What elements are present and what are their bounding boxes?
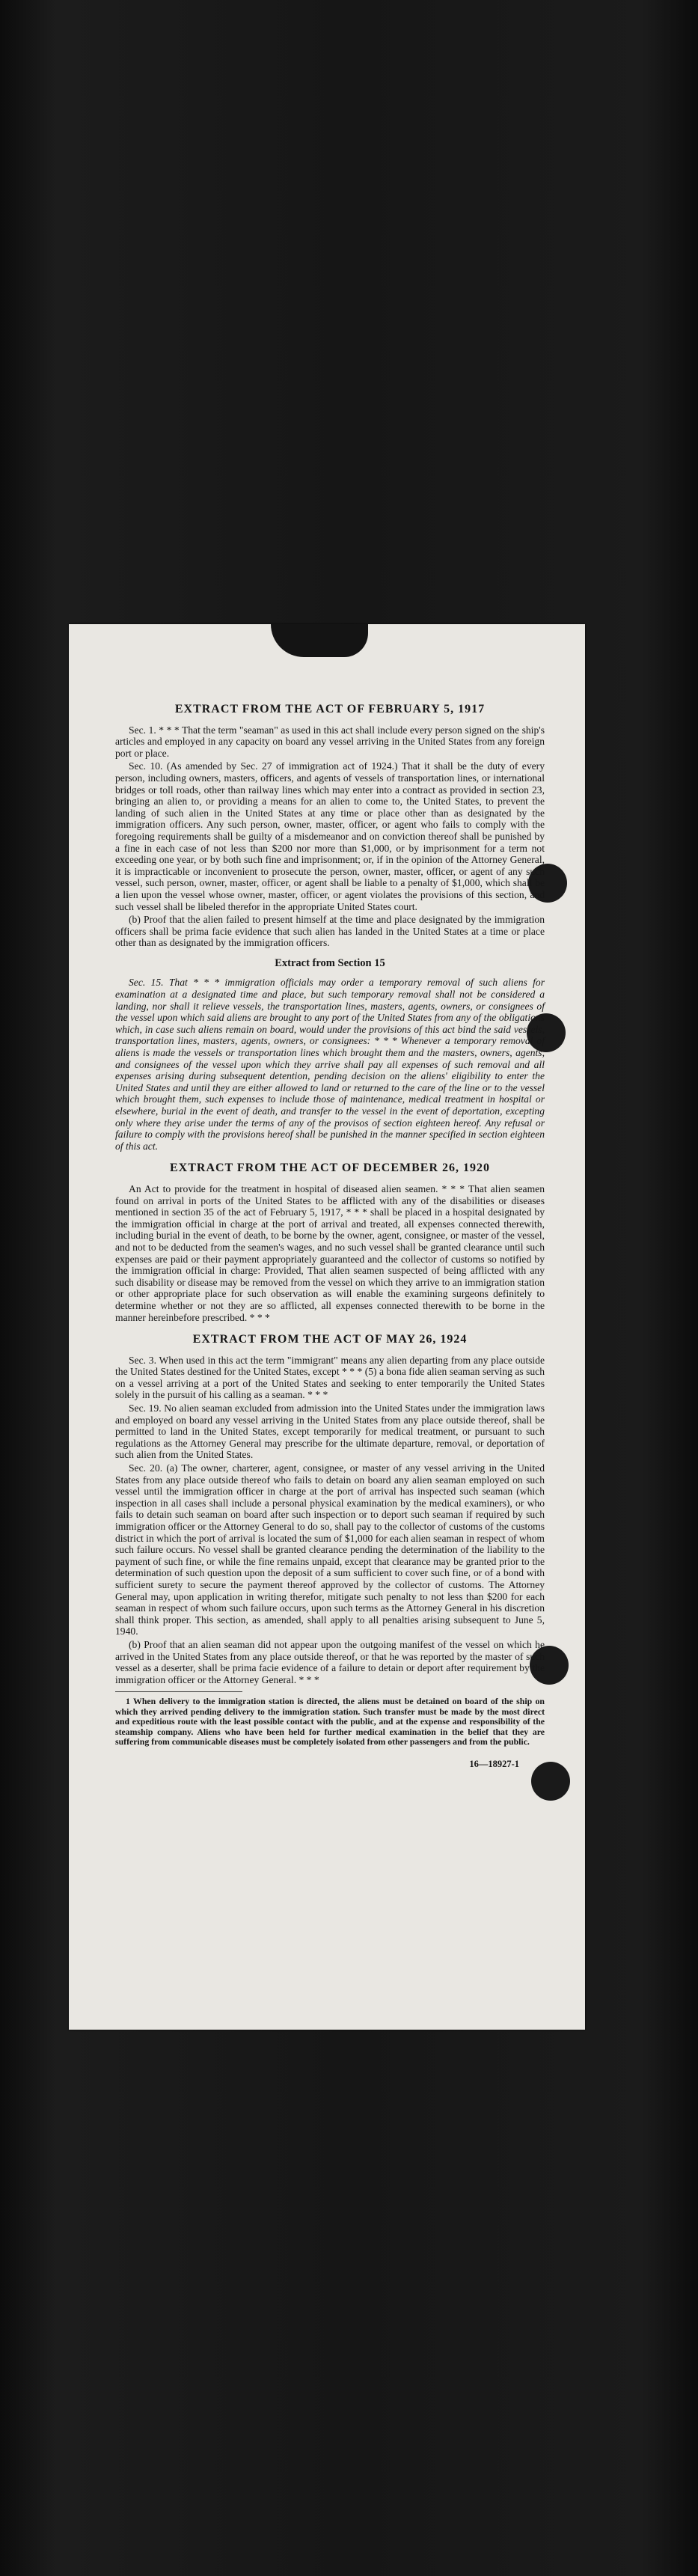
heading-act-1917: EXTRACT FROM THE ACT OF FEBRUARY 5, 1917 — [174, 703, 486, 715]
document-page — [69, 624, 585, 2030]
section-3-paragraph: Sec. 3. When used in this act the term "immigrant" means any alien departing from any place outside the United States destined for the United States, except * * * (5) a bona fide alien seaman serving as such on a vessel arriving at a port of the United States and seeking to enter temporarily the United States solely in the pursuit of his calling as a seaman. * * * — [115, 1354, 545, 1401]
ink-blot — [271, 624, 368, 657]
heading-act-1920: EXTRACT FROM THE ACT OF DECEMBER 26, 1920 — [169, 1162, 490, 1175]
section-1-paragraph: Sec. 1. * * * That the term "seaman" as used in this act shall include every person signed on the ship's articles and employed in any capacity on board any vessel arriving in the United States from any foreign port or place. — [115, 724, 545, 759]
section-10b-paragraph: (b) Proof that the alien failed to present himself at the time and place designated by the immigration officers shall be prima facie evidence that such alien has landed in the United States at a time or place other than as designated by the immigration officers. — [115, 914, 545, 949]
act-1920-paragraph: An Act to provide for the treatment in hospital of diseased alien seamen. * * * That alien seamen found on arrival in ports of the United States to be afflicted with any of the disabilities or diseases mentioned in section 35 of the act of February 5, 1917, * * * shall be placed in a hospital designated by the immigration official in charge at the port of arrival and treated, all expenses connected therewith, including burial in the event of death, to be borne by the owner, agent, consignee, or master of the vessel, and not to be deducted from the seamen's wages, and no such vessel shall be granted clearance until such expenses are paid or their payment appropriately guaranteed and the collector of customs so notified by the immigration official in charge: Provided, That alien seamen suspected of being afflicted with any such disability or disease may be removed from the vessel on which they arrive to an immigration station or other appropriate place for such observation as will enable the examining surgeons definitely to determine whether or not they are so afflicted, all expenses connected therewith to be borne in the manner hereinbefore prescribed. * * * — [115, 1182, 545, 1323]
section-20b-paragraph: (b) Proof that an alien seaman did not appear upon the outgoing manifest of the vessel on which he arrived in the United States from any place outside thereof, or that he was reported by the master of such vessel as a deserter, shall be prima facie evidence of a failure to detain or deport after requirement by the immigration officer or the Attorney General. * * * — [115, 1638, 545, 1685]
footnote: 1 When delivery to the immigration station is directed, the aliens must be detained on board of the ship on which they arrived pending delivery to the immigration station. Such transfer must be made by the most direct and expeditious route with the least possible contact with the public, and at the expense and responsibility of the steamship company. Aliens who have been held for further medical examination in the belief that they are suffering from communicable diseases must be completely isolated from other passengers and from the public. — [115, 1696, 545, 1747]
section-20-paragraph: Sec. 20. (a) The owner, charterer, agent, consignee, or master of any vessel arriving in the United States from any place outside thereof who fails to detain on board any alien seaman employed on such vessel until the immigration officer in charge at the port of arrival has inspected such seaman (which inspection in all cases shall include a personal physical examination by the medical examiners), or who fails to detain such seaman on board after such inspection or to deport such seaman if required by such immigration officer or the Attorney General to do so, shall pay to the collector of customs of the customs district in which the port of arrival is located the sum of $1,000 for each alien seaman in respect of whom such failure occurs. No vessel shall be granted clearance pending the determination of the liability to the payment of such fine, or while the fine remains unpaid, except that clearance may be granted prior to the determination of such question upon the deposit of a sum sufficient to cover such fine, or of a bond with sufficient surety to secure the payment thereof approved by the collector of customs. The Attorney General may, upon application in writing therefor, mitigate such penalty to not less than $200 for each seaman in respect of whom such failure occurs, upon such terms as the Attorney General in his discretion shall think proper. This section, as amended, shall apply to all penalties arising subsequent to June 5, 1940. — [115, 1462, 545, 1638]
subheading-section-15: Extract from Section 15 — [275, 956, 385, 969]
footnote-divider — [115, 1691, 242, 1692]
heading-act-1924: EXTRACT FROM THE ACT OF MAY 26, 1924 — [192, 1333, 468, 1346]
document-body — [115, 693, 545, 1771]
form-number: 16—18927-1 — [469, 1759, 519, 1770]
section-10-paragraph: Sec. 10. (As amended by Sec. 27 of immigration act of 1924.) That it shall be the duty of every person, including owners, masters, officers, and agents of vessels of transportation lines, or international bridges or toll roads, other than railway lines which may enter into a contract as provided in section 23, bringing an alien to, or providing a means for an alien to come to, the United States, to prevent the landing of such alien in the United States at any time or place other than as designated by the immigration officers. Any such person, owner, master, officer, or agent who fails to comply with the foregoing requirements shall be guilty of a misdemeanor and on conviction thereof shall be punished by a fine in each case of not less than $200 nor more than $1,000, or by imprisonment for a term not exceeding one year, or by both such fine and imprisonment; or, if in the opinion of the Attorney General, it is impracticable or inconvenient to prosecute the person, owner, master, officer, or agent of any such vessel, such person, owner, master, officer, or agent shall be liable to a penalty of $1,000, which shall be a lien upon the vessel whose owner, master, officer, or agent violates the provisions of this section, and such vessel shall be libeled therefor in the appropriate United States court. — [115, 760, 545, 912]
section-19-paragraph: Sec. 19. No alien seaman excluded from admission into the United States under the immigration laws and employed on board any vessel arriving in the United States from any place outside thereof, shall be permitted to land in the United States, except temporarily for medical treatment, or pursuant to such regulations as the Attorney General may prescribe for the ultimate departure, removal, or deportation of such alien from the United States. — [115, 1403, 545, 1461]
section-15-paragraph: Sec. 15. That * * * immigration officials may order a temporary removal of such aliens for examination at a designated time and place, but such temporary removal shall not be considered a landing, nor shall it relieve vessels, the transportation lines, masters, agents, owners, or consignees of the vessel upon which said aliens are brought to any port of the United States from any of the obligations which, in case such aliens remain on board, would under the provisions of this act bind the said vessels, transportation lines, masters, agents, owners, or consignees: * * * Whenever a temporary removal of aliens is made the vessels or transportation lines which brought them and the masters, owners, agents, and consignees of the vessel upon which they arrive shall pay all expenses of such removal and all expenses arising during subsequent detention, pending decision on the aliens' eligibility to enter the United States and until they are either allowed to land or returned to the care of the line or to the vessel which brought them, such expenses to include those of maintenance, medical treatment in hospital or elsewhere, burial in the event of death, and transfer to the vessel in the event of deportation, excepting only where they arise under the terms of any of the provisos of section eighteen hereof. Any refusal or failure to comply with the provisions hereof shall be punished in the manner specified in section eighteen of this act. — [115, 977, 545, 1152]
